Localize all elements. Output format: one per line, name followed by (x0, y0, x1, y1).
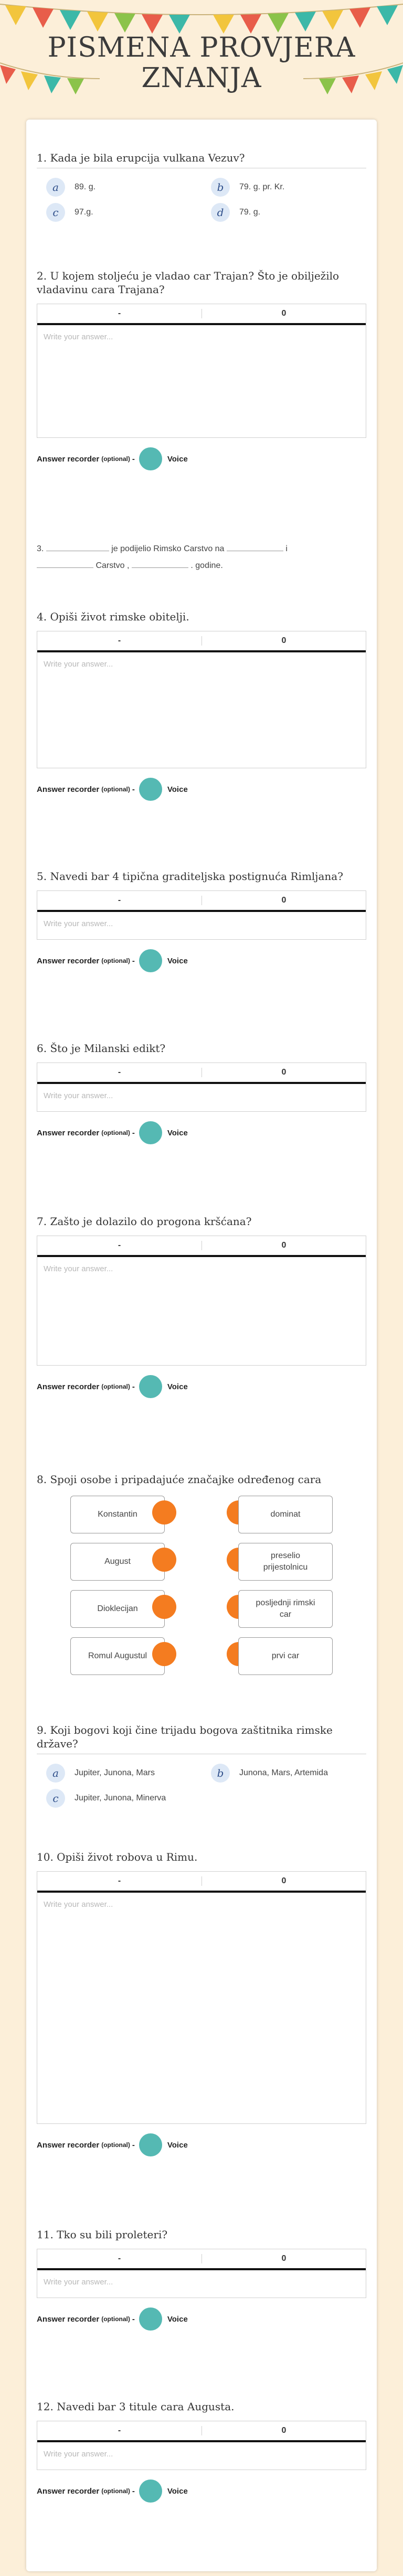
recorder-label: Answer recorder (37, 2314, 100, 2324)
question-title: 2. U kojem stoljeću je vladao car Trajan? Što je obilježilo vladavinu cara Trajana? (37, 270, 340, 296)
match-row (37, 1494, 366, 1536)
match-connector-dot[interactable] (152, 1500, 176, 1525)
option-text: 79. g. pr. Kr. (239, 183, 285, 191)
answer-editor[interactable] (37, 631, 366, 768)
answer-input[interactable]: Write your answer... (44, 1264, 113, 1273)
fill-text: 3. (37, 544, 44, 553)
option-d[interactable] (202, 200, 366, 225)
option-text: 97.g. (75, 208, 93, 217)
question-title: 4. Opiši život rimske obitelji. (37, 610, 189, 623)
option-a[interactable] (37, 1761, 202, 1786)
toolbar-right-button[interactable]: 0 (202, 636, 366, 646)
toolbar-right-button[interactable]: 0 (202, 2254, 366, 2263)
answer-editor[interactable] (37, 2249, 366, 2298)
question-title: 10. Opiši život robova u Rimu. (37, 1851, 198, 1863)
answer-recorder (37, 949, 366, 972)
multiple-choice-options (37, 1761, 366, 1811)
question-9 (37, 1723, 366, 1811)
recorder-dash: - (132, 1128, 135, 1137)
toolbar-left-button[interactable]: - (118, 1241, 121, 1250)
answer-recorder (37, 447, 366, 470)
question-title: 11. Tko su bili proleteri? (37, 2228, 168, 2241)
question-2 (37, 269, 366, 470)
recorder-optional: (optional) (101, 455, 130, 463)
recorder-optional: (optional) (101, 1129, 130, 1136)
editor-toolbar (37, 2249, 366, 2270)
answer-input[interactable]: Write your answer... (44, 2278, 113, 2287)
match-row (37, 1588, 366, 1630)
question-title: 8. Spoji osobe i pripadajuće značajke određenog cara (37, 1473, 322, 1486)
question-10 (37, 1850, 366, 2156)
answer-editor[interactable] (37, 890, 366, 940)
option-text: 79. g. (239, 208, 261, 217)
record-voice-button[interactable] (139, 2307, 162, 2331)
answer-input[interactable]: Write your answer... (44, 332, 113, 341)
question-title: 9. Koji bogovi koji čine trijadu bogova zaštitnika rimske države? (37, 1723, 366, 1754)
question-7 (37, 1215, 366, 1398)
match-row (37, 1541, 366, 1583)
option-text: Jupiter, Junona, Minerva (75, 1794, 166, 1802)
answer-recorder (37, 1375, 366, 1398)
record-voice-button[interactable] (139, 2480, 162, 2503)
option-text: Junona, Mars, Artemida (239, 1768, 328, 1777)
toolbar-right-button[interactable]: 0 (202, 1068, 366, 1077)
question-8 (37, 1473, 366, 1677)
answer-editor[interactable] (37, 1236, 366, 1366)
option-b[interactable] (202, 1761, 366, 1786)
option-letter: b (211, 178, 230, 197)
recorder-dash: - (132, 956, 135, 965)
toolbar-left-button[interactable]: - (118, 636, 121, 645)
question-3 (37, 541, 366, 574)
option-letter: d (211, 203, 230, 222)
option-text: Jupiter, Junona, Mars (75, 1768, 155, 1777)
recorder-voice-label: Voice (167, 2314, 188, 2324)
answer-recorder (37, 1121, 366, 1144)
option-letter: c (46, 203, 65, 222)
record-voice-button[interactable] (139, 1121, 162, 1144)
match-connector-dot[interactable] (152, 1595, 176, 1619)
recorder-label: Answer recorder (37, 454, 100, 464)
option-b[interactable] (202, 175, 366, 200)
recorder-dash: - (132, 454, 135, 464)
question-title: 6. Što je Milanski edikt? (37, 1042, 166, 1055)
option-letter: c (46, 1789, 65, 1808)
answer-input[interactable]: Write your answer... (44, 1900, 113, 1909)
toolbar-left-button[interactable]: - (118, 1876, 121, 1885)
answer-input[interactable]: Write your answer... (44, 2450, 113, 2459)
answer-editor[interactable] (37, 2421, 366, 2470)
recorder-label: Answer recorder (37, 1128, 100, 1137)
recorder-optional: (optional) (101, 1383, 130, 1390)
recorder-label: Answer recorder (37, 1382, 100, 1391)
question-1 (37, 151, 366, 225)
editor-toolbar (37, 1872, 366, 1893)
answer-recorder (37, 778, 366, 801)
toolbar-right-button[interactable]: 0 (202, 309, 366, 318)
recorder-optional: (optional) (101, 2141, 130, 2149)
match-right-item[interactable]: dominat (238, 1496, 333, 1533)
answer-recorder (37, 2480, 366, 2503)
answer-editor[interactable] (37, 1062, 366, 1112)
record-voice-button[interactable] (139, 1375, 162, 1398)
recorder-dash: - (132, 785, 135, 794)
match-left-item[interactable]: Dioklecijan (70, 1590, 165, 1628)
match-left-item[interactable]: Konstantin (70, 1496, 165, 1533)
fill-in-blanks (37, 541, 366, 574)
recorder-voice-label: Voice (167, 956, 188, 965)
recorder-voice-label: Voice (167, 785, 188, 794)
fill-text: i (285, 544, 288, 553)
fill-text: . godine. (190, 561, 223, 570)
recorder-label: Answer recorder (37, 2486, 100, 2496)
toolbar-right-button[interactable]: 0 (202, 2426, 366, 2435)
match-right-item[interactable]: posljednji rimski car (238, 1590, 333, 1628)
match-right-item[interactable]: prvi car (238, 1637, 333, 1675)
question-6 (37, 1042, 366, 1144)
match-right-item[interactable]: preselio prijestolnicu (238, 1543, 333, 1581)
toolbar-right-button[interactable]: 0 (202, 896, 366, 905)
record-voice-button[interactable] (139, 2133, 162, 2156)
option-text: 89. g. (75, 183, 96, 191)
question-12 (37, 2400, 366, 2503)
editor-toolbar (37, 2421, 366, 2442)
recorder-dash: - (132, 1382, 135, 1391)
option-letter: a (46, 1764, 65, 1783)
editor-toolbar (37, 1236, 366, 1257)
recorder-optional: (optional) (101, 786, 130, 793)
answer-editor[interactable] (37, 1871, 366, 2124)
recorder-optional: (optional) (101, 2487, 130, 2495)
answer-input[interactable]: Write your answer... (44, 1091, 113, 1100)
option-a[interactable] (37, 175, 202, 200)
recorder-voice-label: Voice (167, 1128, 188, 1137)
recorder-optional: (optional) (101, 2315, 130, 2323)
question-title: 1. Kada je bila erupcija vulkana Vezuv? (37, 151, 366, 168)
match-row (37, 1635, 366, 1677)
editor-toolbar (37, 891, 366, 912)
editor-toolbar (37, 1063, 366, 1084)
match-connector-dot[interactable] (152, 1642, 176, 1666)
option-letter: a (46, 178, 65, 197)
record-voice-button[interactable] (139, 778, 162, 801)
record-voice-button[interactable] (139, 447, 162, 470)
recorder-label: Answer recorder (37, 956, 100, 965)
recorder-dash: - (132, 2314, 135, 2324)
editor-toolbar (37, 631, 366, 652)
answer-recorder (37, 2133, 366, 2156)
option-c[interactable] (37, 200, 202, 225)
question-title: 7. Zašto je dolazilo do progona kršćana? (37, 1215, 252, 1228)
recorder-dash: - (132, 2140, 135, 2150)
matching-area (37, 1494, 366, 1677)
question-title: 12. Navedi bar 3 titule cara Augusta. (37, 2400, 235, 2413)
recorder-optional: (optional) (101, 957, 130, 964)
recorder-voice-label: Voice (167, 1382, 188, 1391)
toolbar-left-button[interactable]: - (118, 2426, 121, 2435)
toolbar-right-button[interactable]: 0 (202, 1876, 366, 1886)
option-letter: b (211, 1764, 230, 1783)
recorder-label: Answer recorder (37, 2140, 100, 2150)
worksheet (26, 120, 377, 2571)
fill-text: je podijelio Rimsko Carstvo na (111, 544, 225, 553)
toolbar-left-button[interactable]: - (118, 1068, 121, 1077)
question-4 (37, 610, 366, 801)
match-left-item[interactable]: August (70, 1543, 165, 1581)
toolbar-left-button[interactable]: - (118, 2254, 121, 2263)
multiple-choice-options (37, 175, 366, 225)
editor-toolbar (37, 304, 366, 325)
question-title: 5. Navedi bar 4 tipična graditeljska postignuća Rimljana? (37, 870, 343, 883)
recorder-voice-label: Voice (167, 454, 188, 464)
fill-text: Carstvo , (96, 561, 130, 570)
recorder-voice-label: Voice (167, 2486, 188, 2496)
answer-recorder (37, 2307, 366, 2331)
blank-input[interactable] (37, 567, 93, 568)
question-5 (37, 870, 366, 972)
page-title: PISMENA PROVJERA ZNANJA (47, 32, 356, 94)
toolbar-left-button[interactable]: - (118, 309, 121, 318)
question-11 (37, 2228, 366, 2331)
blank-input[interactable] (132, 567, 188, 568)
recorder-label: Answer recorder (37, 785, 100, 794)
answer-editor[interactable] (37, 304, 366, 438)
toolbar-left-button[interactable]: - (118, 896, 121, 905)
recorder-voice-label: Voice (167, 2140, 188, 2150)
match-left-item[interactable]: Romul Augustul (70, 1637, 165, 1675)
record-voice-button[interactable] (139, 949, 162, 972)
answer-input[interactable]: Write your answer... (44, 660, 113, 669)
option-c[interactable] (37, 1786, 202, 1811)
match-connector-dot[interactable] (152, 1548, 176, 1572)
toolbar-right-button[interactable]: 0 (202, 1241, 366, 1250)
recorder-dash: - (132, 2486, 135, 2496)
answer-input[interactable]: Write your answer... (44, 919, 113, 928)
